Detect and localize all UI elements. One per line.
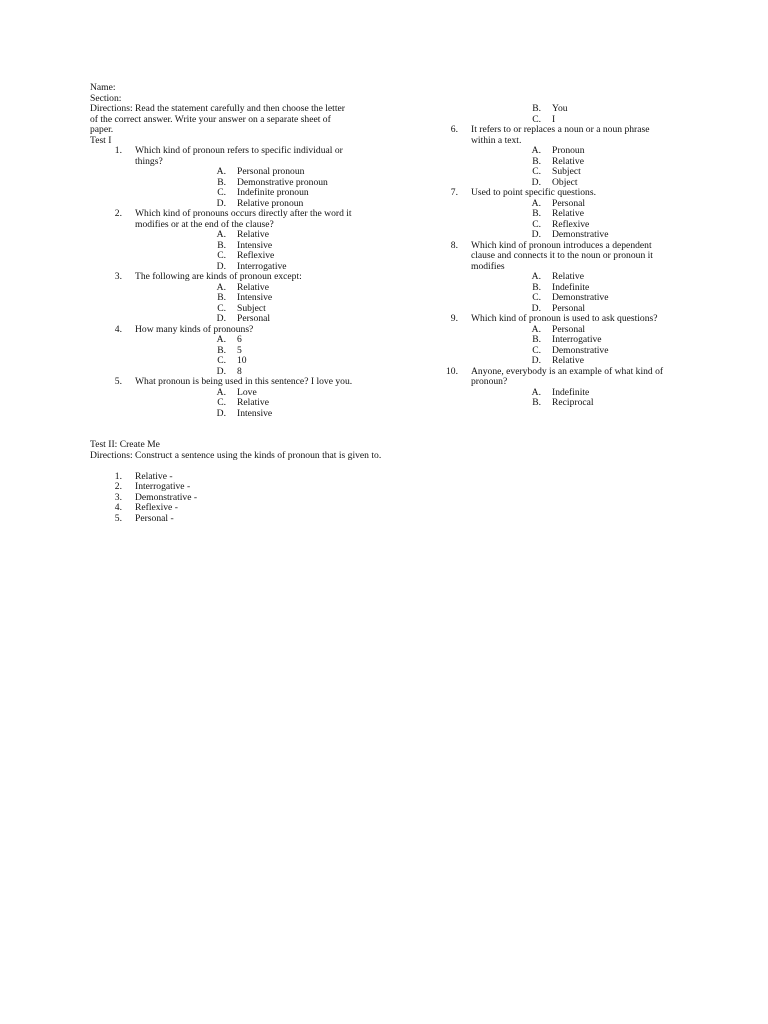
option-letter: D.	[531, 176, 541, 188]
option-letter: C.	[217, 187, 226, 198]
question-number: 10.	[446, 365, 458, 377]
question-text: Which kind of pronouns occurs directly after the word it modifies or at the end of the clause?	[135, 208, 352, 230]
option-text: Demonstrative	[552, 344, 609, 356]
option-letter: C.	[532, 218, 541, 230]
question-row	[426, 241, 676, 273]
answer-option	[426, 167, 676, 178]
question-text: Anyone, everybody is an example of what kind of pronoun?	[471, 365, 664, 387]
option-letter: D.	[216, 407, 226, 419]
option-letter: D.	[531, 302, 541, 314]
option-text: Personal	[237, 313, 271, 324]
test2-item	[90, 503, 490, 514]
option-letter: B.	[217, 176, 226, 188]
question-number: 8.	[450, 239, 458, 251]
option-letter: C.	[532, 113, 541, 125]
option-text: Indefinite	[552, 281, 590, 293]
answer-option	[90, 314, 360, 325]
option-text: Demonstrative	[552, 292, 609, 303]
item-number: 2.	[114, 481, 122, 492]
option-text: I	[552, 113, 556, 125]
option-list	[426, 199, 676, 241]
answer-option	[426, 356, 676, 367]
answer-option	[90, 409, 360, 420]
answer-option	[90, 293, 360, 304]
item-text: Reflexive -	[135, 502, 178, 513]
item-number: 4.	[114, 502, 122, 513]
option-text: Reflexive	[237, 250, 275, 261]
option-text: Personal pronoun	[237, 166, 305, 177]
option-text: Relative	[237, 229, 269, 240]
option-text: Relative	[552, 208, 584, 219]
question-number: 1.	[114, 145, 122, 156]
question-number: 3.	[114, 271, 122, 282]
answer-option	[426, 209, 676, 220]
option-text: Reflexive	[552, 218, 590, 230]
answer-option	[90, 356, 360, 367]
answer-option	[426, 283, 676, 294]
answer-option	[426, 398, 676, 409]
item-text: Relative -	[135, 470, 173, 482]
option-text: Indefinite pronoun	[237, 187, 309, 198]
option-text: 10	[237, 355, 247, 366]
option-letter: B.	[217, 239, 226, 251]
answer-option	[426, 335, 676, 346]
question-text: Which kind of pronoun introduces a dependent clause and connects it to the noun or pronoun it modifies	[471, 239, 653, 272]
question-item	[426, 125, 676, 188]
question-row	[426, 125, 676, 146]
option-text: Relative	[237, 397, 269, 408]
option-letter: B.	[532, 334, 541, 345]
option-text: Reciprocal	[552, 397, 594, 408]
option-text: Relative	[552, 271, 584, 282]
option-letter: D.	[531, 355, 541, 366]
option-letter: B.	[532, 281, 541, 293]
option-text: Object	[552, 176, 578, 188]
question-number: 7.	[450, 187, 458, 198]
option-text: Intensive	[237, 292, 273, 303]
question-list-left	[90, 146, 360, 419]
name-label: Name:	[90, 82, 116, 93]
question-item	[90, 272, 360, 325]
option-list	[90, 283, 360, 325]
question-row	[426, 367, 676, 388]
item-text: Personal -	[135, 512, 174, 524]
option-letter: A.	[531, 386, 541, 398]
answer-option	[426, 146, 676, 157]
question-row	[90, 209, 360, 230]
question-row	[426, 188, 676, 199]
answer-option	[426, 230, 676, 241]
section-label: Section:	[90, 92, 122, 104]
question-number: 9.	[450, 313, 458, 324]
option-letter: A.	[216, 281, 226, 293]
question-item	[426, 188, 676, 241]
option-list	[426, 388, 676, 409]
question-row	[90, 272, 360, 283]
question-list-right	[426, 125, 676, 409]
question-number: 6.	[450, 124, 458, 135]
option-text: Relative	[552, 355, 584, 366]
option-text: Subject	[552, 166, 581, 177]
answer-option	[426, 325, 676, 336]
test2-section	[90, 440, 490, 524]
answer-option	[426, 388, 676, 399]
question-row	[426, 314, 676, 325]
option-letter: B.	[217, 292, 226, 303]
option-list	[426, 104, 676, 125]
option-letter: C.	[217, 302, 226, 314]
item-number: 1.	[114, 470, 122, 482]
test2-title: Test II: Create Me	[90, 439, 160, 450]
answer-option	[90, 167, 360, 178]
option-text: Personal	[552, 302, 586, 314]
option-letter: D.	[216, 365, 226, 377]
test1-title: Test I	[90, 134, 112, 146]
question-5-continued	[426, 104, 676, 125]
option-list	[90, 167, 360, 209]
option-text: 5	[237, 344, 242, 356]
option-list	[426, 325, 676, 367]
option-letter: D.	[216, 197, 226, 209]
answer-option	[426, 157, 676, 168]
option-text: Intensive	[237, 407, 273, 419]
question-item	[90, 146, 360, 209]
option-letter: B.	[532, 155, 541, 167]
option-text: You	[552, 103, 568, 114]
option-letter: A.	[216, 334, 226, 345]
question-text: What pronoun is being used in this sentence? I love you.	[135, 376, 353, 387]
option-letter: A.	[216, 386, 226, 398]
answer-option	[426, 346, 676, 357]
option-text: Intensive	[237, 239, 273, 251]
option-letter: D.	[531, 229, 541, 240]
item-text: Interrogative -	[135, 481, 191, 492]
question-text: The following are kinds of pronoun except:	[135, 271, 302, 282]
answer-option	[90, 188, 360, 199]
option-text: Relative	[237, 281, 269, 293]
option-list	[426, 272, 676, 314]
option-letter: C.	[532, 344, 541, 356]
option-letter: A.	[216, 166, 226, 177]
question-text: How many kinds of pronouns?	[135, 323, 254, 335]
option-text: Love	[237, 386, 257, 398]
option-text: Personal	[552, 197, 586, 209]
option-text: Personal	[552, 323, 586, 335]
option-letter: C.	[217, 397, 226, 408]
option-letter: C.	[217, 355, 226, 366]
option-letter: A.	[531, 323, 541, 335]
option-text: Demonstrative	[552, 229, 609, 240]
test2-directions: Directions: Construct a sentence using the kinds of pronoun that is given to.	[90, 449, 382, 461]
option-text: 6	[237, 334, 242, 345]
option-letter: C.	[532, 166, 541, 177]
answer-option	[90, 230, 360, 241]
answer-option	[426, 199, 676, 210]
question-text: Which kind of pronoun is used to ask questions?	[471, 313, 658, 324]
right-column	[426, 104, 676, 409]
question-row	[90, 146, 360, 167]
option-text: Relative pronoun	[237, 197, 304, 209]
directions-text: Directions: Read the statement carefully and then choose the letter of the correct answer. Write your answer on a separate sheet of paper.	[90, 103, 345, 135]
option-text: Subject	[237, 302, 266, 314]
option-list	[90, 388, 360, 420]
option-text: Interrogative	[552, 334, 602, 345]
option-text: Demonstrative pronoun	[237, 176, 328, 188]
option-letter: A.	[531, 145, 541, 156]
option-letter: D.	[216, 313, 226, 324]
option-letter: A.	[216, 229, 226, 240]
option-list	[90, 230, 360, 272]
option-letter: B.	[532, 103, 541, 114]
option-letter: C.	[532, 292, 541, 303]
answer-option	[90, 251, 360, 262]
option-text: 8	[237, 365, 242, 377]
answer-option	[426, 220, 676, 231]
option-text: Indefinite	[552, 386, 590, 398]
question-number: 4.	[114, 323, 122, 335]
question-item	[90, 325, 360, 378]
question-number: 2.	[114, 208, 122, 219]
question-row	[90, 377, 360, 388]
answer-option	[90, 398, 360, 409]
question-item	[426, 314, 676, 367]
option-list	[426, 146, 676, 188]
item-number: 3.	[114, 491, 122, 503]
option-letter: A.	[531, 271, 541, 282]
option-letter: B.	[532, 208, 541, 219]
answer-option	[90, 335, 360, 346]
question-item	[90, 209, 360, 272]
question-item	[426, 241, 676, 315]
option-text: Relative	[552, 155, 584, 167]
option-letter: B.	[532, 397, 541, 408]
question-item	[90, 377, 360, 419]
question-text: Used to point specific questions.	[471, 187, 596, 198]
answer-option	[426, 293, 676, 304]
option-letter: A.	[531, 197, 541, 209]
item-number: 5.	[114, 512, 122, 524]
question-number: 5.	[114, 376, 122, 387]
option-list	[90, 335, 360, 377]
left-column	[90, 83, 360, 419]
answer-option	[426, 104, 676, 115]
answer-option	[426, 272, 676, 283]
option-text: Pronoun	[552, 145, 585, 156]
question-text: It refers to or replaces a noun or a noun phrase within a text.	[471, 124, 650, 146]
test2-item	[90, 514, 490, 525]
option-letter: D.	[216, 260, 226, 272]
question-text: Which kind of pronoun refers to specific individual or things?	[135, 145, 343, 167]
option-letter: B.	[217, 344, 226, 356]
test2-item	[90, 482, 490, 493]
item-text: Demonstrative -	[135, 491, 198, 503]
question-item	[426, 367, 676, 409]
option-letter: C.	[217, 250, 226, 261]
test2-item-list	[90, 472, 490, 525]
option-text: Interrogative	[237, 260, 287, 272]
